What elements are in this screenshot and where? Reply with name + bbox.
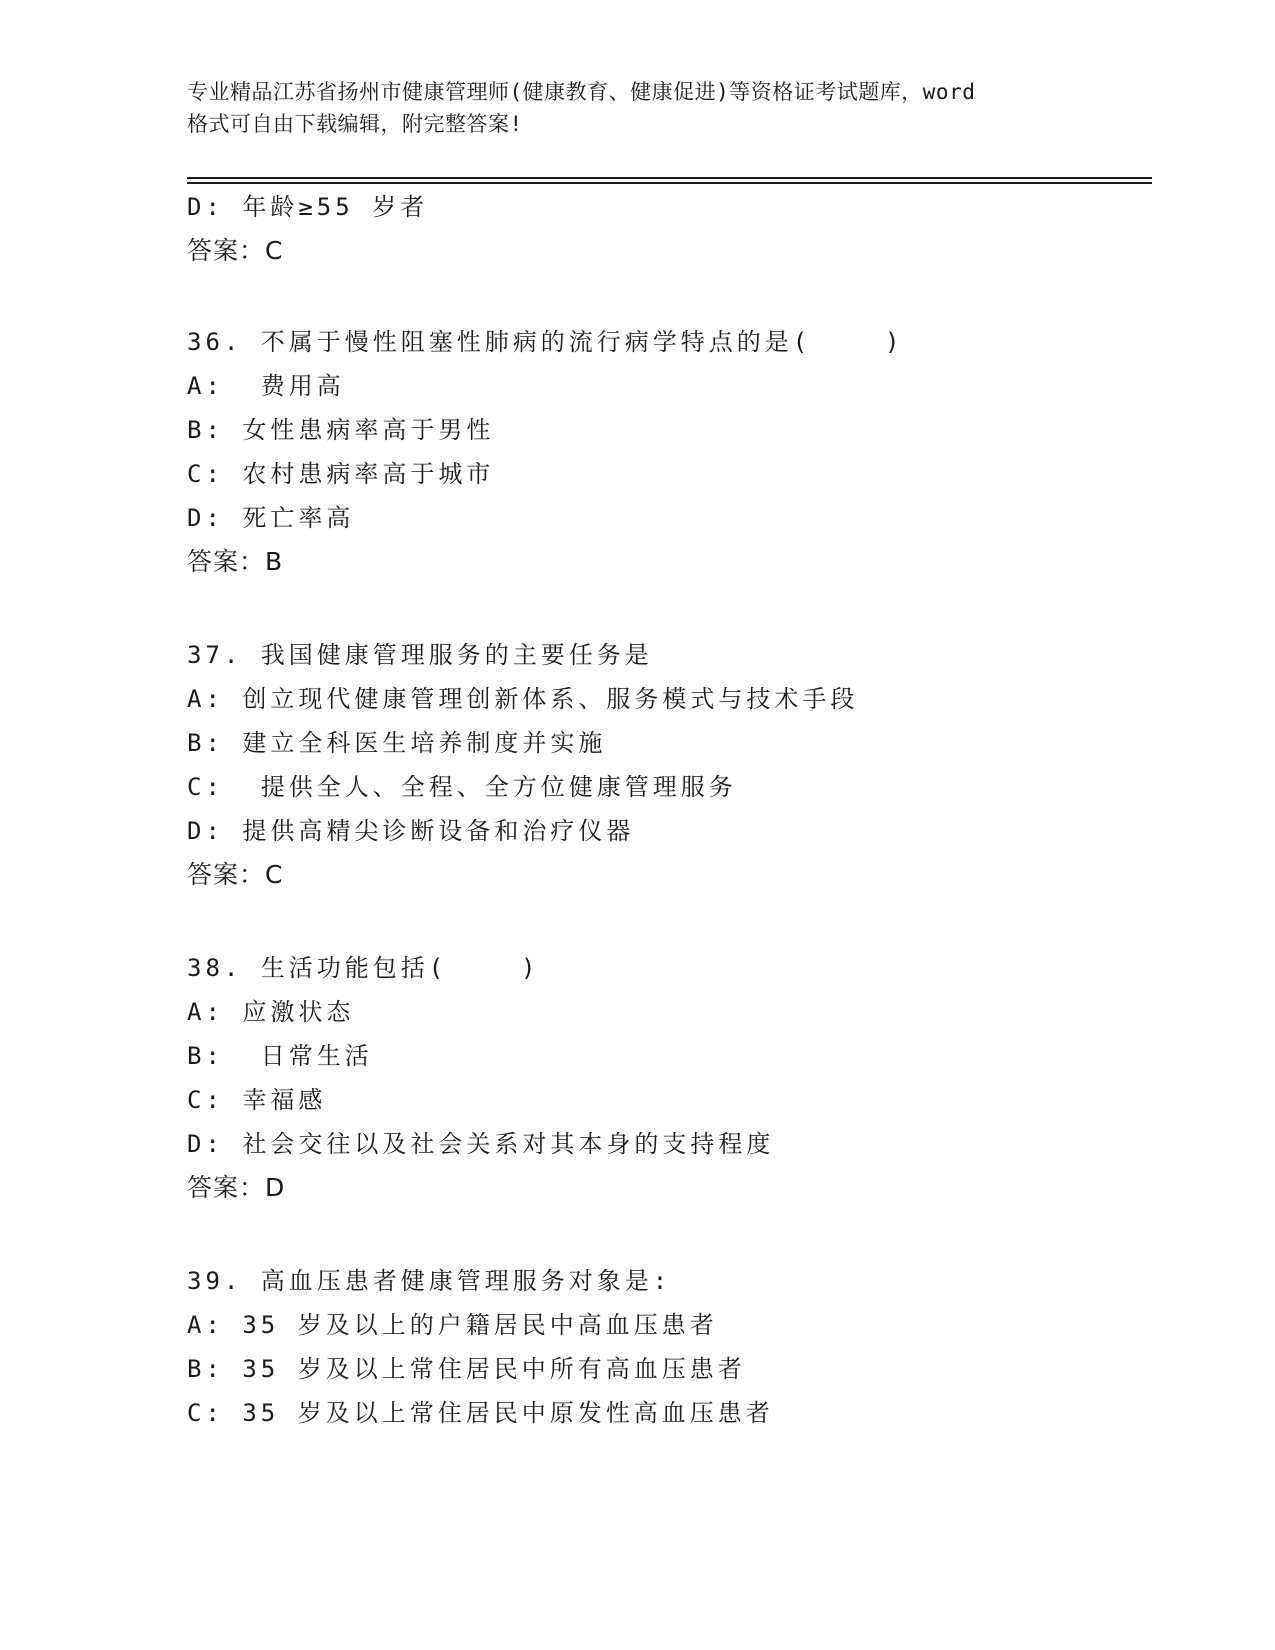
header-line-2: 格式可自由下载编辑，附完整答案! [187,112,523,136]
question-37-stem: 37. 我国健康管理服务的主要任务是 [187,641,653,669]
document-header [187,76,1087,140]
question-38-option-c: C: 幸福感 [187,1086,327,1114]
question-39-option-c: C: 35 岁及以上常住居民中原发性高血压患者 [187,1399,774,1427]
prev-option-d: D: 年龄≥55 岁者 [187,193,429,221]
question-38-option-b: B: 日常生活 [187,1042,373,1070]
header-line-1: 专业精品江苏省扬州市健康管理师(健康教育、健康促进)等资格证考试题库，word [187,80,976,104]
question-36-option-d: D: 死亡率高 [187,504,355,532]
header-rule-top [187,177,1152,179]
question-39-stem: 39. 高血压患者健康管理服务对象是: [187,1267,672,1295]
question-37-option-a: A: 创立现代健康管理创新体系、服务模式与技术手段 [187,685,859,713]
question-36-option-c: C: 农村患病率高于城市 [187,460,495,488]
header-rule-bottom [187,182,1152,184]
question-37-option-d: D: 提供高精尖诊断设备和治疗仪器 [187,817,635,845]
prev-answer: 答案：C [187,236,284,265]
question-38-option-a: A: 应激状态 [187,998,355,1026]
question-36-stem: 36. 不属于慢性阻塞性肺病的流行病学特点的是( ) [187,328,904,356]
question-38-answer: 答案：D [187,1173,286,1202]
question-37-option-c: C: 提供全人、全程、全方位健康管理服务 [187,773,737,801]
question-39-option-b: B: 35 岁及以上常住居民中所有高血压患者 [187,1355,746,1383]
question-36-option-b: B: 女性患病率高于男性 [187,416,495,444]
question-39-option-a: A: 35 岁及以上的户籍居民中高血压患者 [187,1311,718,1339]
question-36-answer: 答案：B [187,547,284,576]
question-37-option-b: B: 建立全科医生培养制度并实施 [187,729,607,757]
question-37-answer: 答案：C [187,860,284,889]
question-38-stem: 38. 生活功能包括( ) [187,954,540,982]
question-38-option-d: D: 社会交往以及社会关系对其本身的支持程度 [187,1130,775,1158]
question-36-option-a: A: 费用高 [187,372,345,400]
